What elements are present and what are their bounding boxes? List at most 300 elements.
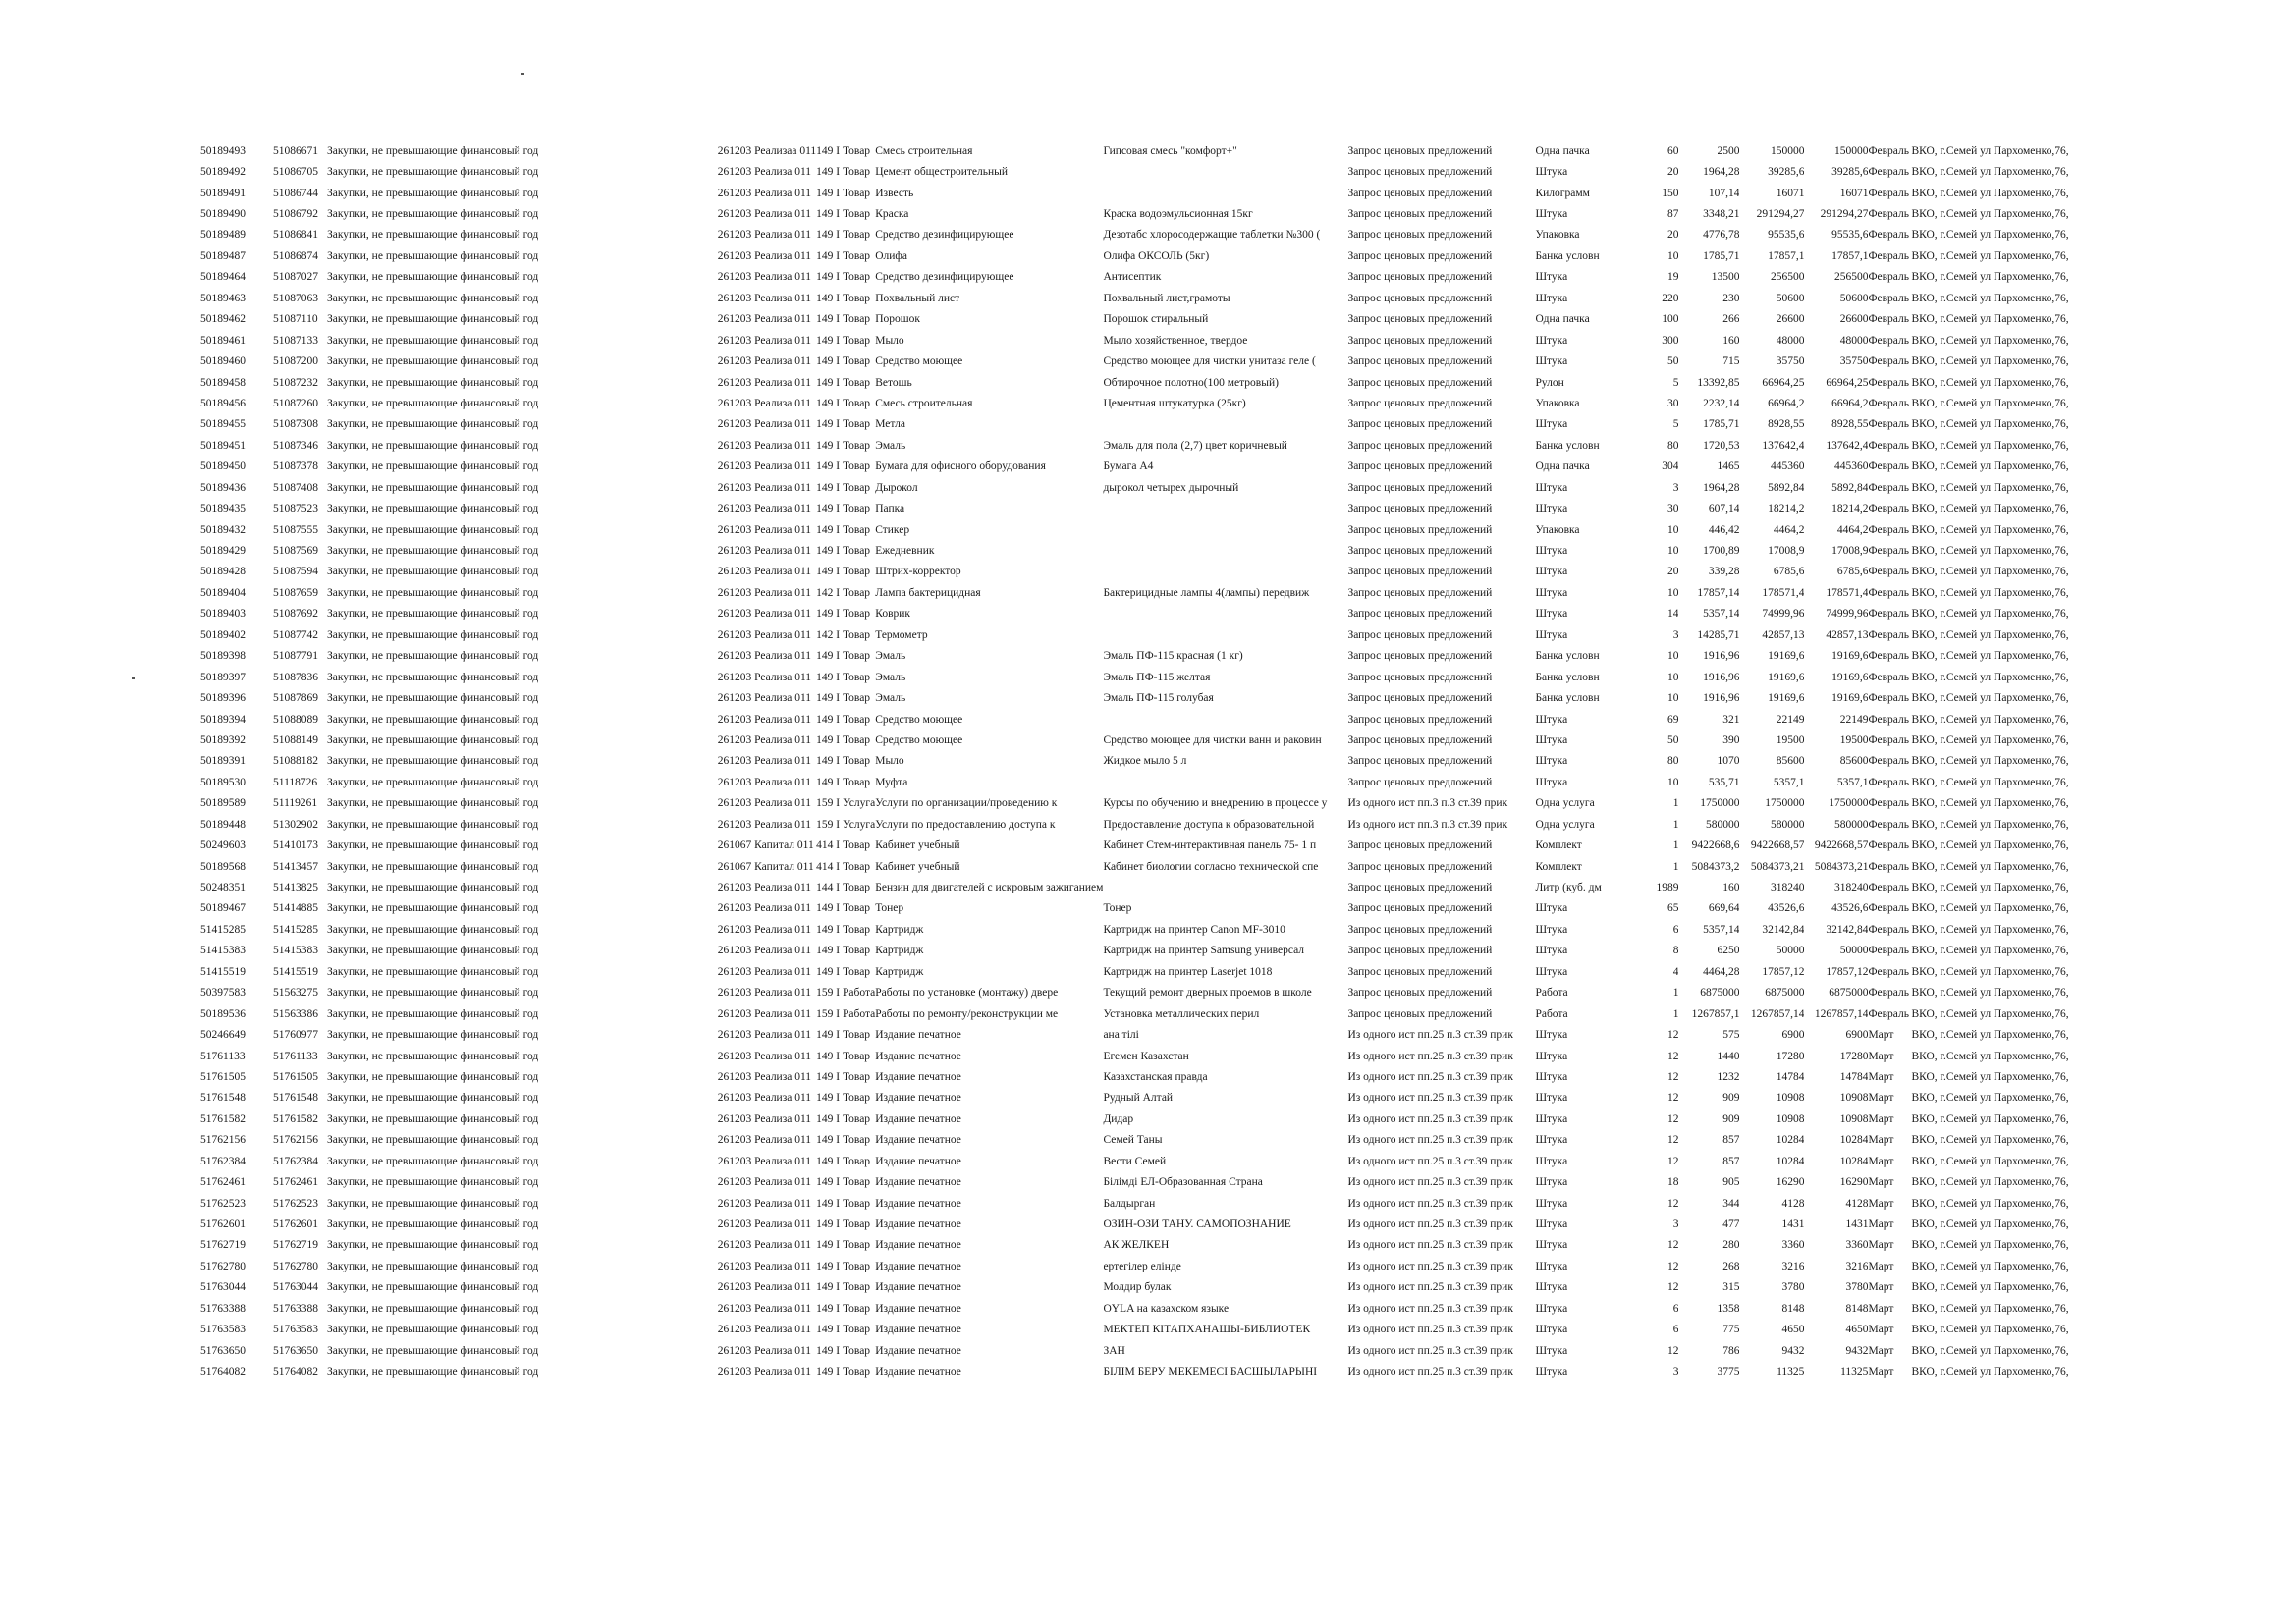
cell-unit-price: 1785,71	[1703, 249, 1740, 262]
cell-item-name: Штрих-корректор	[875, 566, 961, 578]
cell-record-id: 50189403	[200, 608, 246, 621]
cell-month: Февраль	[1868, 271, 1909, 284]
cell-month: Февраль	[1868, 439, 1909, 452]
cell-procurement-type: Закупки, не превышающие финансовый год	[327, 1260, 539, 1272]
cell-code: 261	[717, 376, 735, 389]
cell-record-id: 51763583	[200, 1324, 246, 1336]
cell-record-id: 50189404	[200, 586, 246, 599]
cell-lot-id: 51086744	[273, 187, 318, 199]
cell-record-id: 50189397	[200, 671, 246, 683]
cell-procurement-type: Закупки, не превышающие финансовый год	[327, 586, 539, 599]
cell-specifics-type: 149 I Товар	[816, 1218, 871, 1231]
cell-item-name: Тонер	[875, 902, 904, 915]
cell-item-description: Картридж на принтер Samsung универсал	[1103, 945, 1305, 957]
cell-code: 261	[717, 713, 735, 726]
cell-item-name: Издание печатное	[875, 1324, 961, 1336]
cell-planned-sum: 66964,25	[1762, 376, 1805, 389]
cell-planned-sum: 95535,6	[1768, 229, 1805, 242]
cell-specifics-type: 149 I Товар	[816, 1302, 871, 1315]
cell-item-description: Эмаль для пола (2,7) цвет коричневый	[1103, 439, 1287, 452]
cell-item-name: Кабинет учебный	[875, 860, 960, 873]
cell-item-description: Установка металлических перил	[1103, 1007, 1260, 1020]
cell-month: Март	[1868, 1239, 1894, 1252]
cell-planned-sum: 8928,55	[1768, 418, 1805, 431]
cell-item-name: Дырокол	[875, 481, 918, 494]
cell-delivery-address: ВКО, г.Семей ул Пархоменко,76,	[1911, 249, 2069, 262]
cell-specifics-type: 149 I Товар	[816, 1281, 871, 1294]
cell-unit: Штука	[1535, 166, 1568, 179]
cell-item-name: Мыло	[875, 755, 904, 768]
cell-unit: Работа	[1535, 987, 1568, 1000]
cell-delivery-address: ВКО, г.Семей ул Пархоменко,76,	[1911, 755, 2069, 768]
cell-month: Март	[1868, 1134, 1894, 1147]
cell-delivery-address: ВКО, г.Семей ул Пархоменко,76,	[1911, 397, 2069, 409]
cell-procurement-method: Запрос ценовых предложений	[1347, 987, 1493, 1000]
cell-unit: Рулон	[1535, 376, 1564, 389]
cell-program-code: 203 Реализа 011	[735, 882, 812, 894]
cell-procurement-type: Закупки, не превышающие финансовый год	[327, 923, 539, 936]
cell-record-id: 50189458	[200, 376, 246, 389]
cell-total-sum: 16071	[1839, 187, 1869, 199]
cell-unit-price: 1916,96	[1703, 671, 1740, 683]
cell-delivery-address: ВКО, г.Семей ул Пархоменко,76,	[1911, 355, 2069, 368]
cell-quantity: 1	[1672, 1007, 1679, 1020]
cell-delivery-address: ВКО, г.Семей ул Пархоменко,76,	[1911, 1092, 2069, 1105]
cell-procurement-type: Закупки, не превышающие финансовый год	[327, 334, 539, 347]
cell-procurement-method: Запрос ценовых предложений	[1347, 755, 1493, 768]
cell-procurement-method: Запрос ценовых предложений	[1347, 271, 1493, 284]
cell-planned-sum: 5084373,21	[1750, 860, 1805, 873]
cell-quantity: 6	[1672, 923, 1679, 936]
cell-delivery-address: ВКО, г.Семей ул Пархоменко,76,	[1911, 166, 2069, 179]
cell-item-name: Издание печатное	[875, 1366, 961, 1379]
cell-unit-price: 1785,71	[1703, 418, 1740, 431]
cell-procurement-type: Закупки, не превышающие финансовый год	[327, 1197, 539, 1210]
cell-quantity: 5	[1672, 376, 1679, 389]
cell-delivery-address: ВКО, г.Семей ул Пархоменко,76,	[1911, 1239, 2069, 1252]
cell-unit: Штука	[1535, 608, 1568, 621]
cell-lot-id: 51764082	[273, 1366, 318, 1379]
cell-code: 261	[717, 671, 735, 683]
cell-unit: Банка условн	[1535, 650, 1600, 663]
cell-procurement-method: Запрос ценовых предложений	[1347, 545, 1493, 558]
cell-planned-sum: 11325	[1777, 1366, 1805, 1379]
cell-unit-price: 1440	[1717, 1050, 1740, 1062]
cell-procurement-method: Запрос ценовых предложений	[1347, 586, 1493, 599]
cell-quantity: 1	[1672, 987, 1679, 1000]
cell-lot-id: 51563386	[273, 1007, 318, 1020]
cell-record-id: 50189432	[200, 523, 246, 536]
cell-code: 261	[717, 1092, 735, 1105]
cell-unit: Упаковка	[1535, 523, 1580, 536]
cell-quantity: 100	[1662, 313, 1679, 326]
cell-program-code: 203 Реализа 011	[735, 586, 812, 599]
cell-program-code: 203 Реализа 011	[735, 755, 812, 768]
cell-item-description	[1103, 562, 1347, 582]
cell-total-sum: 50000	[1839, 945, 1869, 957]
cell-code: 261	[717, 144, 735, 157]
cell-procurement-type: Закупки, не превышающие финансовый год	[327, 755, 539, 768]
cell-quantity: 12	[1667, 1155, 1679, 1167]
cell-lot-id: 51087232	[273, 376, 318, 389]
cell-total-sum: 3780	[1845, 1281, 1869, 1294]
table-row	[200, 351, 2145, 371]
cell-planned-sum: 6785,6	[1773, 566, 1805, 578]
cell-planned-sum: 74999,96	[1762, 608, 1805, 621]
cell-specifics-type: 149 I Товар	[816, 1366, 871, 1379]
cell-unit: Штука	[1535, 965, 1568, 978]
cell-total-sum: 32142,84	[1826, 923, 1869, 936]
table-row	[200, 245, 2145, 266]
table-row	[200, 393, 2145, 413]
cell-procurement-type: Закупки, не превышающие финансовый год	[327, 839, 539, 852]
cell-quantity: 3	[1672, 481, 1679, 494]
cell-record-id: 50189461	[200, 334, 246, 347]
cell-item-name: Издание печатное	[875, 1260, 961, 1272]
cell-item-name: Ежедневник	[875, 545, 935, 558]
cell-quantity: 10	[1667, 586, 1679, 599]
cell-total-sum: 14784	[1839, 1070, 1869, 1083]
table-row	[200, 457, 2145, 477]
cell-delivery-address: ВКО, г.Семей ул Пархоменко,76,	[1911, 1366, 2069, 1379]
cell-total-sum: 150000	[1833, 144, 1869, 157]
table-row	[200, 751, 2145, 772]
cell-unit-price: 5084373,2	[1691, 860, 1740, 873]
cell-total-sum: 19169,6	[1831, 692, 1869, 705]
cell-specifics-type: 149 I Товар	[816, 1050, 871, 1062]
table-row	[200, 1109, 2145, 1129]
cell-month: Февраль	[1868, 418, 1909, 431]
cell-program-code: 203 Реализа 011	[735, 1239, 812, 1252]
cell-unit: Одна пачка	[1535, 144, 1590, 157]
cell-month: Февраль	[1868, 376, 1909, 389]
cell-item-description: Эмаль ПФ-115 голубая	[1103, 692, 1214, 705]
cell-procurement-type: Закупки, не превышающие финансовый год	[327, 313, 539, 326]
cell-specifics-type: 149 I Товар	[816, 776, 871, 788]
cell-delivery-address: ВКО, г.Семей ул Пархоменко,76,	[1911, 1260, 2069, 1272]
cell-total-sum: 17280	[1839, 1050, 1869, 1062]
cell-record-id: 50189391	[200, 755, 246, 768]
cell-specifics-type: 144 I Товар	[816, 882, 871, 894]
cell-delivery-address: ВКО, г.Семей ул Пархоменко,76,	[1911, 1007, 2069, 1020]
cell-delivery-address: ВКО, г.Семей ул Пархоменко,76,	[1911, 1029, 2069, 1042]
cell-unit: Одна услуга	[1535, 797, 1595, 810]
cell-planned-sum: 22149	[1776, 713, 1805, 726]
cell-total-sum: 42857,13	[1826, 628, 1869, 641]
cell-lot-id: 51761548	[273, 1092, 318, 1105]
cell-planned-sum: 66964,2	[1768, 397, 1805, 409]
cell-unit-price: 160	[1722, 882, 1740, 894]
cell-unit-price: 1964,28	[1703, 166, 1740, 179]
cell-lot-id: 51087308	[273, 418, 318, 431]
cell-total-sum: 18214,2	[1831, 503, 1869, 515]
table-row	[200, 772, 2145, 792]
cell-unit-price: 6875000	[1700, 987, 1740, 1000]
cell-item-description: Порошок стиральный	[1103, 313, 1209, 326]
cell-lot-id: 51415519	[273, 965, 318, 978]
cell-item-name: Издание печатное	[875, 1281, 961, 1294]
cell-item-name: Средство дезинфицирующее	[875, 271, 1014, 284]
cell-procurement-method: Из одного ист пп.25 п.3 ст.39 прик	[1347, 1281, 1513, 1294]
cell-code: 261	[717, 271, 735, 284]
cell-procurement-method: Запрос ценовых предложений	[1347, 733, 1493, 746]
cell-unit: Банка условн	[1535, 671, 1600, 683]
cell-month: Февраль	[1868, 608, 1909, 621]
cell-specifics-type: 149 I Товар	[816, 713, 871, 726]
cell-unit-price: 1465	[1717, 460, 1740, 473]
cell-record-id: 51761133	[200, 1050, 246, 1062]
cell-procurement-type: Закупки, не превышающие финансовый год	[327, 144, 539, 157]
cell-planned-sum: 137642,4	[1762, 439, 1805, 452]
cell-unit-price: 339,28	[1708, 566, 1740, 578]
cell-unit-price: 1964,28	[1703, 481, 1740, 494]
cell-planned-sum: 291294,27	[1756, 208, 1805, 221]
cell-record-id: 51762719	[200, 1239, 246, 1252]
cell-lot-id: 51087133	[273, 334, 318, 347]
cell-delivery-address: ВКО, г.Семей ул Пархоменко,76,	[1911, 439, 2069, 452]
cell-total-sum: 95535,6	[1831, 229, 1869, 242]
cell-program-code: 203 Реализа 011	[735, 355, 812, 368]
cell-quantity: 50	[1667, 733, 1679, 746]
cell-program-code: 203 Реализа 011	[735, 1197, 812, 1210]
cell-code: 261	[717, 797, 735, 810]
cell-lot-id: 51086671	[273, 144, 318, 157]
cell-lot-id: 51763583	[273, 1324, 318, 1336]
cell-lot-id: 51414885	[273, 902, 318, 915]
table-row	[200, 961, 2145, 982]
cell-procurement-type: Закупки, не превышающие финансовый год	[327, 545, 539, 558]
cell-procurement-method: Из одного ист пп.25 п.3 ст.39 прик	[1347, 1197, 1513, 1210]
cell-unit: Штука	[1535, 1281, 1568, 1294]
cell-procurement-method: Из одного ист пп.25 п.3 ст.39 прик	[1347, 1324, 1513, 1336]
cell-unit: Штука	[1535, 586, 1568, 599]
cell-total-sum: 10284	[1839, 1134, 1869, 1147]
cell-item-description	[1103, 161, 1347, 182]
cell-total-sum: 10908	[1839, 1112, 1869, 1125]
table-row	[200, 646, 2145, 667]
cell-procurement-type: Закупки, не превышающие финансовый год	[327, 1007, 539, 1020]
cell-planned-sum: 19169,6	[1768, 650, 1805, 663]
cell-code: 261	[717, 355, 735, 368]
cell-delivery-address: ВКО, г.Семей ул Пархоменко,76,	[1911, 376, 2069, 389]
cell-quantity: 19	[1667, 271, 1679, 284]
cell-code: 261	[717, 208, 735, 221]
cell-quantity: 12	[1667, 1260, 1679, 1272]
cell-record-id: 50189464	[200, 271, 246, 284]
cell-month: Февраль	[1868, 334, 1909, 347]
cell-delivery-address: ВКО, г.Семей ул Пархоменко,76,	[1911, 334, 2069, 347]
cell-specifics-type: 149 I Товар	[816, 566, 871, 578]
cell-item-name: Издание печатное	[875, 1112, 961, 1125]
cell-code: 261	[717, 460, 735, 473]
cell-item-description: Средство моющее для чистки унитаза геле (	[1103, 355, 1316, 368]
cell-delivery-address: ВКО, г.Семей ул Пархоменко,76,	[1911, 1324, 2069, 1336]
cell-unit: Банка условн	[1535, 249, 1600, 262]
table-row	[200, 414, 2145, 435]
cell-record-id: 50189450	[200, 460, 246, 473]
cell-planned-sum: 3780	[1781, 1281, 1805, 1294]
cell-record-id: 50189436	[200, 481, 246, 494]
cell-planned-sum: 17008,9	[1768, 545, 1805, 558]
cell-procurement-type: Закупки, не превышающие финансовый год	[327, 1281, 539, 1294]
cell-program-code: 203 Реализа 011	[735, 523, 812, 536]
cell-month: Март	[1868, 1029, 1894, 1042]
cell-lot-id: 51087260	[273, 397, 318, 409]
cell-delivery-address: ВКО, г.Семей ул Пархоменко,76,	[1911, 860, 2069, 873]
cell-quantity: 12	[1667, 1134, 1679, 1147]
cell-total-sum: 10908	[1839, 1092, 1869, 1105]
cell-planned-sum: 178571,4	[1762, 586, 1805, 599]
cell-procurement-method: Из одного ист пп.3 п.3 ст.39 прик	[1347, 818, 1508, 831]
cell-unit: Штука	[1535, 902, 1568, 915]
cell-unit-price: 107,14	[1708, 187, 1740, 199]
cell-lot-id: 51763044	[273, 1281, 318, 1294]
cell-unit: Штука	[1535, 1302, 1568, 1315]
cell-item-name: Смесь строительная	[875, 144, 973, 157]
cell-unit-price: 477	[1722, 1218, 1740, 1231]
cell-month: Март	[1868, 1366, 1894, 1379]
cell-program-code: 203 Реализа 011	[735, 797, 812, 810]
cell-unit: Литр (куб. дм	[1535, 882, 1602, 894]
cell-procurement-method: Запрос ценовых предложений	[1347, 692, 1493, 705]
cell-item-description	[1103, 709, 1347, 730]
cell-planned-sum: 8148	[1781, 1302, 1805, 1315]
cell-unit: Штука	[1535, 566, 1568, 578]
cell-item-description: Краска водоэмульсионная 15кг	[1103, 208, 1253, 221]
cell-delivery-address: ВКО, г.Семей ул Пархоменко,76,	[1911, 208, 2069, 221]
cell-month: Март	[1868, 1070, 1894, 1083]
cell-planned-sum: 85600	[1776, 755, 1805, 768]
cell-quantity: 6	[1672, 1324, 1679, 1336]
cell-code: 261	[717, 1050, 735, 1062]
cell-program-code: 203 Реализа 011	[735, 208, 812, 221]
cell-delivery-address: ВКО, г.Семей ул Пархоменко,76,	[1911, 1281, 2069, 1294]
cell-item-description: Кабинет биологии согласно технической спе	[1103, 860, 1319, 873]
cell-item-name: Смесь строительная	[875, 397, 973, 409]
cell-unit: Штука	[1535, 1070, 1568, 1083]
cell-quantity: 1989	[1656, 882, 1679, 894]
table-row	[200, 667, 2145, 687]
cell-lot-id: 51087869	[273, 692, 318, 705]
cell-planned-sum: 5892,84	[1768, 481, 1805, 494]
cell-procurement-method: Запрос ценовых предложений	[1347, 882, 1493, 894]
cell-record-id: 51762780	[200, 1260, 246, 1272]
cell-procurement-type: Закупки, не превышающие финансовый год	[327, 355, 539, 368]
cell-item-name: Краска	[875, 208, 909, 221]
cell-total-sum: 74999,96	[1826, 608, 1869, 621]
cell-unit: Одна пачка	[1535, 313, 1590, 326]
cell-quantity: 12	[1667, 1239, 1679, 1252]
cell-item-name: Издание печатное	[875, 1176, 961, 1189]
cell-specifics-type: 149 I Товар	[816, 1239, 871, 1252]
cell-delivery-address: ВКО, г.Семей ул Пархоменко,76,	[1911, 945, 2069, 957]
cell-specifics-type: 149 I Товар	[816, 1260, 871, 1272]
cell-unit-price: 909	[1722, 1112, 1740, 1125]
cell-unit-price: 446,42	[1708, 523, 1740, 536]
cell-procurement-method: Запрос ценовых предложений	[1347, 860, 1493, 873]
table-row	[200, 203, 2145, 224]
cell-planned-sum: 39285,6	[1768, 166, 1805, 179]
cell-procurement-method: Из одного ист пп.25 п.3 ст.39 прик	[1347, 1155, 1513, 1167]
cell-record-id: 50248351	[200, 882, 246, 894]
cell-specifics-type: 149 I Товар	[816, 503, 871, 515]
cell-delivery-address: ВКО, г.Семей ул Пархоменко,76,	[1911, 776, 2069, 788]
cell-program-code: 203 Реализа 011	[735, 902, 812, 915]
cell-unit-price: 280	[1722, 1239, 1740, 1252]
cell-record-id: 51761582	[200, 1112, 246, 1125]
cell-planned-sum: 6900	[1781, 1029, 1805, 1042]
cell-lot-id: 51761133	[273, 1050, 318, 1062]
cell-month: Март	[1868, 1197, 1894, 1210]
cell-quantity: 5	[1672, 418, 1679, 431]
cell-procurement-method: Запрос ценовых предложений	[1347, 397, 1493, 409]
cell-procurement-type: Закупки, не превышающие финансовый год	[327, 797, 539, 810]
cell-total-sum: 8928,55	[1831, 418, 1869, 431]
cell-item-description: Тонер	[1103, 902, 1132, 915]
cell-record-id: 50189487	[200, 249, 246, 262]
cell-procurement-type: Закупки, не превышающие финансовый год	[327, 376, 539, 389]
cell-specifics-type: 149 I Товар	[816, 292, 871, 304]
cell-unit-price: 266	[1722, 313, 1740, 326]
cell-planned-sum: 17280	[1776, 1050, 1805, 1062]
cell-quantity: 87	[1667, 208, 1679, 221]
cell-procurement-method: Запрос ценовых предложений	[1347, 418, 1493, 431]
table-row	[200, 1024, 2145, 1045]
cell-specifics-type: 149 I Товар	[816, 313, 871, 326]
cell-code: 261	[717, 292, 735, 304]
cell-code: 261	[717, 1070, 735, 1083]
cell-procurement-type: Закупки, не превышающие финансовый год	[327, 776, 539, 788]
cell-quantity: 1	[1672, 860, 1679, 873]
cell-program-code: 203 Реализа 011	[735, 965, 812, 978]
cell-lot-id: 51302902	[273, 818, 318, 831]
cell-lot-id: 51762384	[273, 1155, 318, 1167]
cell-specifics-type: 149 I Товар	[816, 418, 871, 431]
cell-item-description: ЗАН	[1103, 1344, 1125, 1357]
cell-month: Февраль	[1868, 797, 1909, 810]
table-row	[200, 983, 2145, 1003]
cell-specifics-type: 149 I Товар	[816, 692, 871, 705]
cell-code: 261	[717, 313, 735, 326]
cell-item-description: МЕКТЕП КIТАПХАНАШЫ-БИБЛИОТЕК	[1103, 1324, 1311, 1336]
cell-record-id: 51415383	[200, 945, 246, 957]
cell-procurement-type: Закупки, не превышающие финансовый год	[327, 1050, 539, 1062]
cell-total-sum: 17857,12	[1826, 965, 1869, 978]
cell-total-sum: 178571,4	[1826, 586, 1869, 599]
cell-item-description	[1103, 604, 1347, 624]
table-row	[200, 814, 2145, 835]
cell-specifics-type: 159 I Услуга	[816, 797, 876, 810]
cell-unit: Штука	[1535, 545, 1568, 558]
cell-procurement-method: Запрос ценовых предложений	[1347, 902, 1493, 915]
cell-quantity: 10	[1667, 692, 1679, 705]
cell-program-code: 203 Реализа 011	[735, 1302, 812, 1315]
cell-lot-id: 51415383	[273, 945, 318, 957]
cell-item-name: Картридж	[875, 945, 924, 957]
cell-planned-sum: 10908	[1776, 1092, 1805, 1105]
cell-program-code: 203 Реализа 011	[735, 334, 812, 347]
cell-specifics-type: 142 I Товар	[816, 628, 871, 641]
cell-item-name: Термометр	[875, 628, 928, 641]
cell-month: Февраль	[1868, 776, 1909, 788]
cell-code: 261	[717, 882, 735, 894]
cell-month: Февраль	[1868, 586, 1909, 599]
cell-specifics-type: 149 I Товар	[816, 650, 871, 663]
cell-code: 261	[717, 439, 735, 452]
cell-record-id: 51763388	[200, 1302, 246, 1315]
cell-procurement-method: Запрос ценовых предложений	[1347, 460, 1493, 473]
cell-procurement-method: Запрос ценовых предложений	[1347, 1007, 1493, 1020]
